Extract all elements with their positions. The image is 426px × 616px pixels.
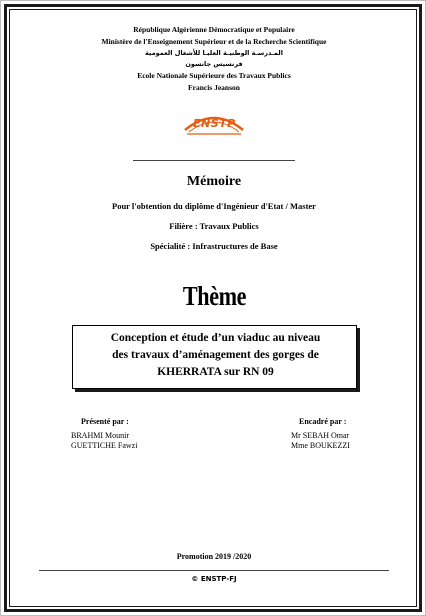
theme-heading-wrap: [1, 281, 426, 312]
divider-line: [133, 160, 295, 161]
school-arabic-name: فرنسيس جانسون: [185, 60, 243, 68]
school-line: Ecole Nationale Supérieure des Travaux Publics: [137, 71, 291, 80]
theme-heading: Thème: [182, 281, 246, 311]
presented-by-label: Présenté par :: [81, 417, 129, 426]
school-arabic-line: المـدرسـة الوطنيـة العليـا للأشغال العمومية: [145, 49, 283, 57]
filiere: Filière : Travaux Publics: [169, 221, 259, 231]
theme-line-2: des travaux d’aménagement des gorges de: [112, 349, 319, 361]
copyright: © ENSTP-FJ: [191, 575, 237, 583]
supervised-by-label: Encadré par :: [299, 417, 347, 426]
republic-line: République Algérienne Démocratique et Populaire: [133, 25, 295, 34]
footer-divider: [39, 570, 389, 571]
school-name-line: Francis Jeanson: [188, 83, 240, 92]
degree-purpose: Pour l'obtention du diplôme d'Ingénieur d'Etat / Master: [112, 201, 316, 211]
promotion: Promotion 2019 /2020: [176, 552, 252, 561]
theme-line-1: Conception et étude d’un viaduc au niveau: [110, 332, 321, 344]
theme-box: [72, 325, 357, 389]
student-name-2: GUETTICHE Fawzi: [71, 441, 138, 450]
enstp-logo-text: ENSTP: [193, 117, 236, 130]
specialite: Spécialité : Infrastructures de Base: [150, 241, 278, 251]
memoire-title: Mémoire: [186, 174, 242, 189]
supervisor-name-2: Mme BOUKEZZI: [291, 441, 350, 450]
theme-line-3: KHERRATA sur RN 09: [157, 366, 274, 378]
supervisor-name-1: Mr SEBAH Omar: [291, 431, 350, 440]
ministry-line: Ministère de l'Enseignement Supérieur et de la Recherche Scientifique: [101, 37, 327, 46]
student-name-1: BRAHMI Mounir: [71, 431, 130, 440]
enstp-logo: [179, 108, 249, 138]
